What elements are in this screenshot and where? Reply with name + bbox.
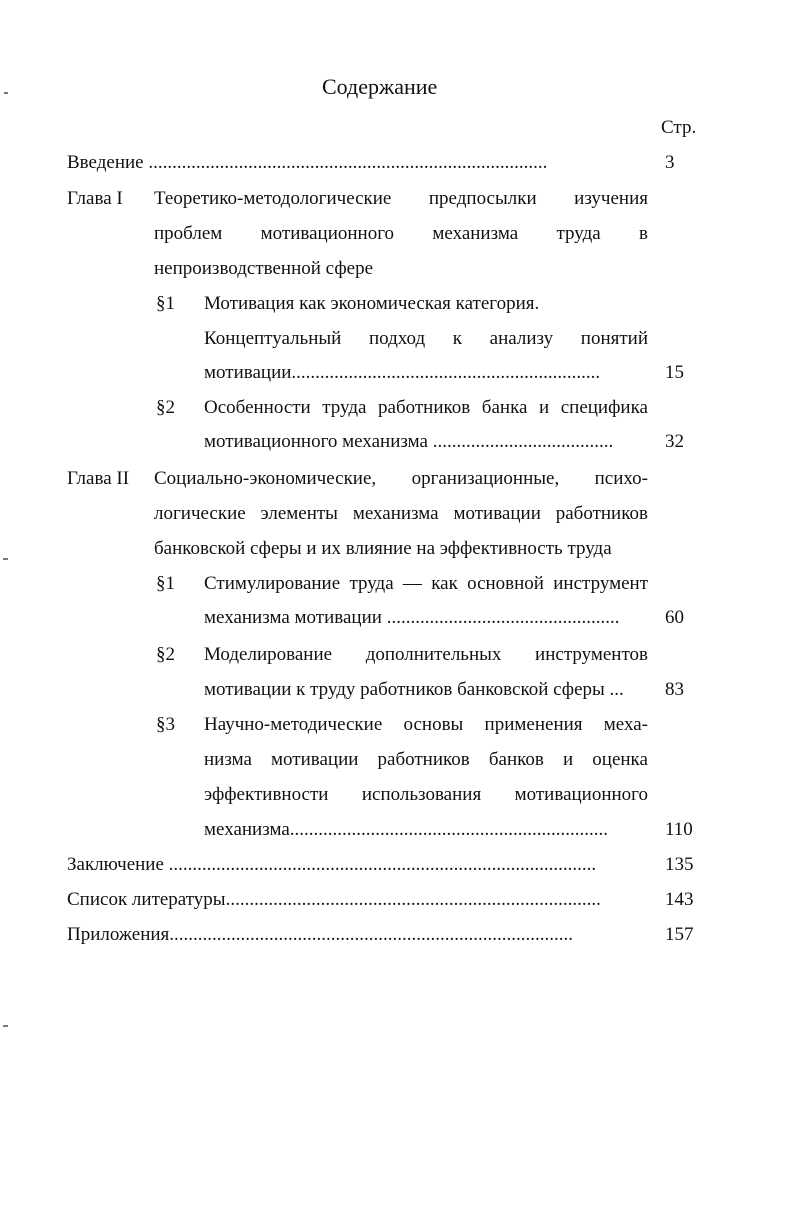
word: основной (467, 573, 544, 594)
section-title-line (204, 572, 648, 596)
page-number: 60 (665, 607, 684, 628)
word: меха- (603, 714, 648, 735)
toc-entry-label: Список литературы (67, 889, 226, 910)
word: предпосылки (428, 188, 537, 209)
word: работников (555, 503, 648, 524)
word: работников (378, 397, 471, 418)
page-number: 15 (665, 362, 684, 383)
word: и (563, 749, 574, 770)
toc-entry-bibliography[interactable] (67, 888, 601, 912)
toc-leader-dots: ...................................... (432, 431, 614, 452)
word: основы (403, 714, 464, 735)
word: мотивации (271, 749, 359, 770)
toc-leader-dots: ............................................................................... (225, 889, 601, 910)
page-number: 83 (665, 679, 684, 700)
toc-entry-conclusion[interactable] (67, 853, 596, 877)
word: понятий (580, 328, 648, 349)
page-number: 3 (665, 152, 675, 173)
section-title-line: механизма мотивации (204, 607, 387, 628)
toc-entry-label: Введение (67, 152, 144, 173)
toc-entry-section[interactable] (204, 430, 613, 454)
word: Стимулирование (204, 573, 341, 594)
chapter-label: Глава I (67, 188, 123, 209)
toc-entry-label: Заключение (67, 854, 164, 875)
page-number: 135 (665, 854, 694, 875)
word: Особенности (204, 397, 311, 418)
page-number: 32 (665, 431, 684, 452)
page-column-label: Стр. (661, 117, 697, 138)
word: Социально-экономические, (154, 468, 377, 489)
toc-entry-section[interactable] (204, 606, 619, 630)
section-title-line (204, 713, 648, 737)
word: логические (154, 503, 246, 524)
page-number: 143 (665, 889, 694, 910)
section-number: §3 (156, 714, 175, 735)
section-number: §1 (156, 293, 175, 314)
section-title-line: мотивации (204, 362, 292, 383)
word: применения (484, 714, 583, 735)
chapter-title-line (154, 222, 648, 246)
word: инструмент (553, 573, 648, 594)
page-title: Содержание (322, 74, 438, 99)
word: Научно-методические (204, 714, 383, 735)
word: в (639, 223, 648, 244)
toc-leader-dots: ................................................. (386, 607, 620, 628)
chapter-title-line (154, 502, 648, 526)
word: оценка (592, 749, 648, 770)
toc-leader-dots: .......................................................................................... (163, 854, 597, 875)
word: банков (488, 749, 544, 770)
word: — (402, 573, 422, 594)
chapter-title-line: банковской сферы и их влияние на эффективность труда (154, 538, 612, 559)
word: как (431, 573, 458, 594)
section-number: §1 (156, 573, 175, 594)
chapter-title-line (154, 187, 648, 211)
toc-leader-dots: ..................................................................................... (169, 924, 574, 945)
chapter-title-line: непроизводственной сфере (154, 258, 374, 279)
section-number: §2 (156, 397, 175, 418)
section-title-line (204, 783, 648, 807)
word: использования (361, 784, 482, 805)
scan-speck (4, 92, 8, 94)
word: эффективности (204, 784, 329, 805)
section-number: §2 (156, 644, 175, 665)
word: подход (368, 328, 426, 349)
page-number: 110 (665, 819, 693, 840)
word: элементы (260, 503, 338, 524)
word: Концептуальный (204, 328, 342, 349)
word: организационные, (411, 468, 560, 489)
toc-entry-appendix[interactable] (67, 923, 573, 947)
word: изучения (574, 188, 648, 209)
toc-leader-dots: .................................................................................... (143, 152, 548, 173)
word: мотивации (453, 503, 541, 524)
scan-speck (3, 1025, 8, 1027)
word: к (452, 328, 463, 349)
toc-leader-dots: ................................................................. (291, 362, 601, 383)
word: специфика (560, 397, 648, 418)
section-title-line: механизма (204, 819, 290, 840)
word: низма (204, 749, 252, 770)
word: анализу (489, 328, 554, 349)
toc-entry-section[interactable]: мотивации к труду работников банковской сферы ... (204, 679, 624, 700)
section-title-line (204, 327, 648, 351)
section-title-line: Мотивация как экономическая категория. (204, 293, 540, 314)
toc-entry-label: Приложения (67, 924, 170, 945)
word: инструментов (535, 644, 648, 665)
word: труда (556, 223, 601, 244)
chapter-title-line (154, 467, 648, 491)
word: и (539, 397, 550, 418)
word: работников (377, 749, 470, 770)
word: мотивационного (260, 223, 395, 244)
word: труда (322, 397, 367, 418)
chapter-label: Глава II (67, 468, 130, 489)
page-number: 157 (665, 924, 694, 945)
word: Теоретико-методологические (154, 188, 392, 209)
scan-speck (3, 558, 8, 560)
word: механизма (432, 223, 519, 244)
toc-entry-section[interactable] (204, 818, 608, 842)
word: мотивационного (514, 784, 648, 805)
word: Моделирование (204, 644, 333, 665)
word: проблем (154, 223, 223, 244)
section-title-line (204, 748, 648, 772)
toc-leader-dots: ................................................................... (289, 819, 609, 840)
section-title-line: мотивационного механизма (204, 431, 433, 452)
word: труда (349, 573, 394, 594)
toc-entry-intro[interactable] (67, 151, 547, 175)
word: механизма (352, 503, 439, 524)
section-title-line (204, 396, 648, 420)
toc-entry-section[interactable] (204, 361, 600, 385)
section-title-line (204, 643, 648, 667)
word: психо- (594, 468, 648, 489)
word: банка (481, 397, 528, 418)
word: дополнительных (365, 644, 502, 665)
